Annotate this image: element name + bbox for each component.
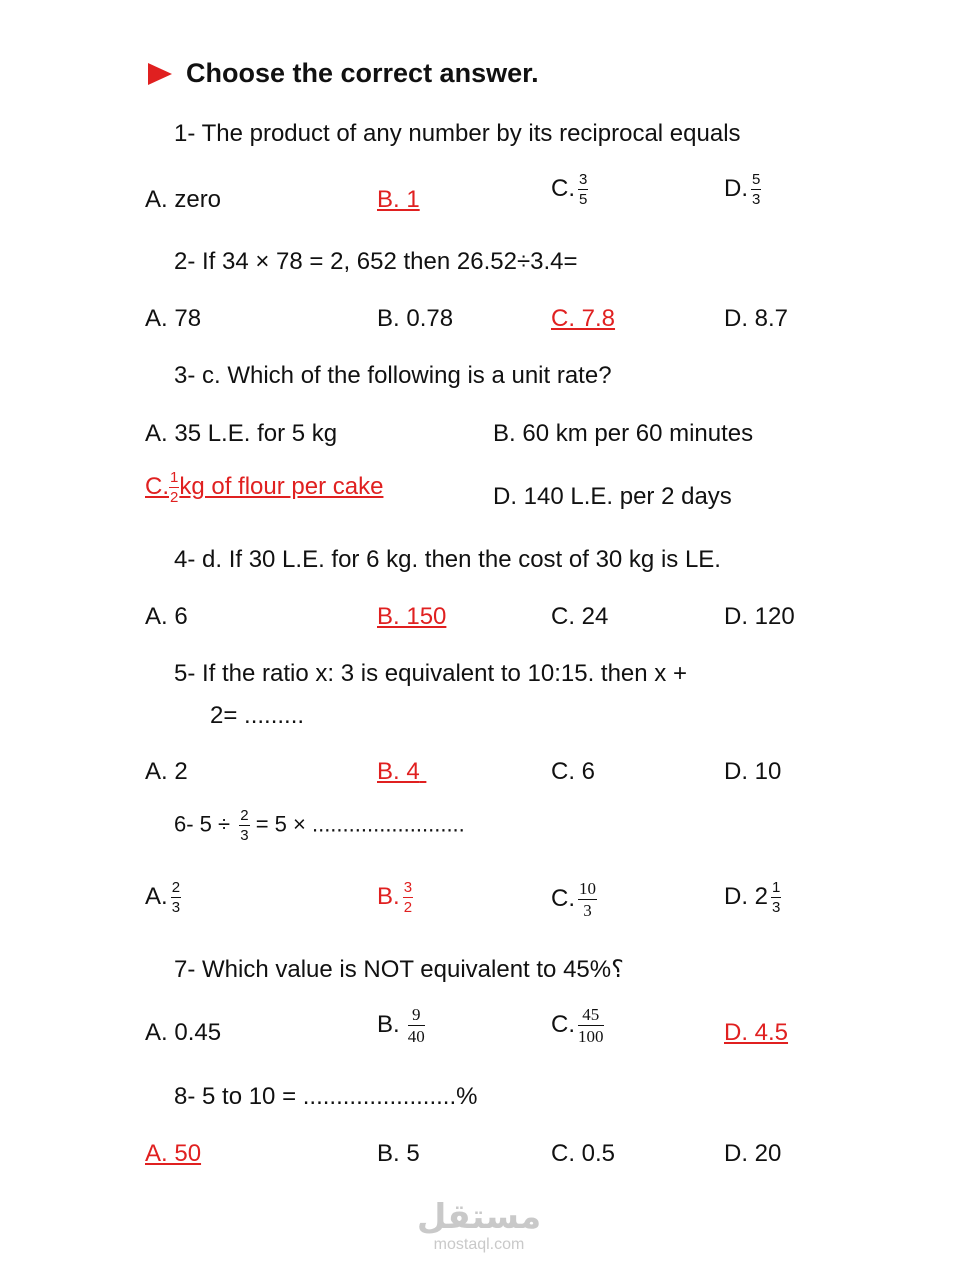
q8-option-c[interactable]: C. 0.5 bbox=[551, 1140, 616, 1167]
q4-option-d[interactable]: D. 120 bbox=[724, 603, 795, 630]
fraction: $\frac{3}{2}$ bbox=[403, 879, 413, 916]
q6-option-a[interactable]: A. $\frac{2}{3}$ bbox=[145, 879, 181, 916]
q7-option-c[interactable]: C. $\frac{45}{100}$ bbox=[551, 1005, 604, 1046]
q8-option-b[interactable]: B. 5 bbox=[377, 1140, 420, 1167]
q5-option-a[interactable]: A. 2 bbox=[145, 758, 188, 785]
q1-option-a[interactable]: A. zero bbox=[145, 186, 222, 213]
q4-option-a[interactable]: A. 6 bbox=[145, 603, 188, 630]
q1-option-b-correct[interactable]: B. 1 bbox=[377, 186, 420, 213]
question-7: 7- Which value is NOT equivalent to 45%؟ bbox=[174, 956, 624, 983]
q3-option-d[interactable]: D. 140 L.E. per 2 days bbox=[493, 483, 732, 510]
instruction-title bbox=[148, 58, 539, 89]
q3-option-a[interactable]: A. 35 L.E. for 5 kg bbox=[145, 420, 338, 447]
q2-option-a[interactable]: A. 78 bbox=[145, 305, 202, 332]
q6-option-c[interactable]: C. $\frac{10}{3}$ bbox=[551, 879, 596, 920]
fraction: $\frac{3}{5}$ bbox=[579, 171, 588, 208]
question-3: 3- c. Which of the following is a unit rate? bbox=[174, 362, 612, 389]
question-5-continued: 2= ......... bbox=[210, 702, 305, 729]
q3-option-b[interactable]: B. 60 km per 60 minutes bbox=[493, 420, 754, 447]
q8-option-a-correct[interactable]: A. 50 bbox=[145, 1140, 202, 1167]
q1-option-c[interactable]: C. $\frac{3}{5}$ bbox=[551, 171, 588, 208]
watermark-url: mostaql.com bbox=[433, 1236, 525, 1253]
fraction: $\frac{2}{3}$ bbox=[171, 879, 181, 916]
q4-option-b-correct[interactable]: B. 150 bbox=[377, 603, 447, 630]
q7-option-d-correct[interactable]: D. 4.5 bbox=[724, 1019, 789, 1046]
q8-option-d[interactable]: D. 20 bbox=[724, 1140, 782, 1167]
q7-option-b[interactable]: B. $\frac{9}{40}$ bbox=[377, 1005, 425, 1046]
fraction: $\frac{9}{40}$ bbox=[407, 1005, 425, 1046]
question-6: 6- 5 ÷ $\frac{2}{3}$ = 5 × ......................... bbox=[174, 807, 465, 844]
q6-option-d[interactable]: D. 2 $\frac{1}{3}$ bbox=[724, 879, 781, 916]
fraction: $\frac{1}{3}$ bbox=[772, 879, 781, 916]
q6-option-b-correct[interactable]: B. $\frac{3}{2}$ bbox=[377, 879, 413, 916]
fraction: $\frac{45}{100}$ bbox=[578, 1005, 604, 1046]
q1-option-d[interactable]: D. $\frac{5}{3}$ bbox=[724, 171, 761, 208]
question-2: 2- If 34 × 78 = 2, 652 then 26.52÷3.4= bbox=[174, 248, 578, 275]
q3-option-c-correct[interactable]: C. $\frac{1}{2}$ kg of flour per cake bbox=[145, 469, 384, 506]
q2-option-c-correct[interactable]: C. 7.8 bbox=[551, 305, 616, 332]
q7-option-a[interactable]: A. 0.45 bbox=[145, 1019, 222, 1046]
play-triangle-icon bbox=[148, 63, 172, 85]
question-5: 5- If the ratio x: 3 is equivalent to 10:15. then x + bbox=[174, 660, 687, 687]
fraction: $\frac{5}{3}$ bbox=[752, 171, 761, 208]
watermark-arabic: مستقل bbox=[416, 1197, 542, 1237]
q2-option-d[interactable]: D. 8.7 bbox=[724, 305, 789, 332]
fraction: $\frac{1}{2}$ bbox=[170, 469, 179, 506]
fraction: $\frac{2}{3}$ bbox=[240, 807, 249, 844]
instruction-text: Choose the correct answer. bbox=[186, 58, 539, 88]
q5-option-d[interactable]: D. 10 bbox=[724, 758, 782, 785]
question-4: 4- d. If 30 L.E. for 6 kg. then the cost of 30 kg is LE. bbox=[174, 546, 721, 573]
question-8: 8- 5 to 10 = .......................% bbox=[174, 1083, 478, 1110]
fraction: $\frac{10}{3}$ bbox=[579, 879, 596, 920]
q5-option-c[interactable]: C. 6 bbox=[551, 758, 596, 785]
watermark bbox=[0, 1197, 958, 1254]
q5-option-b-correct[interactable]: B. 4 bbox=[377, 758, 420, 785]
q2-option-b[interactable]: B. 0.78 bbox=[377, 305, 454, 332]
q4-option-c[interactable]: C. 24 bbox=[551, 603, 609, 630]
question-1: 1- The product of any number by its reciprocal equals bbox=[174, 120, 741, 147]
